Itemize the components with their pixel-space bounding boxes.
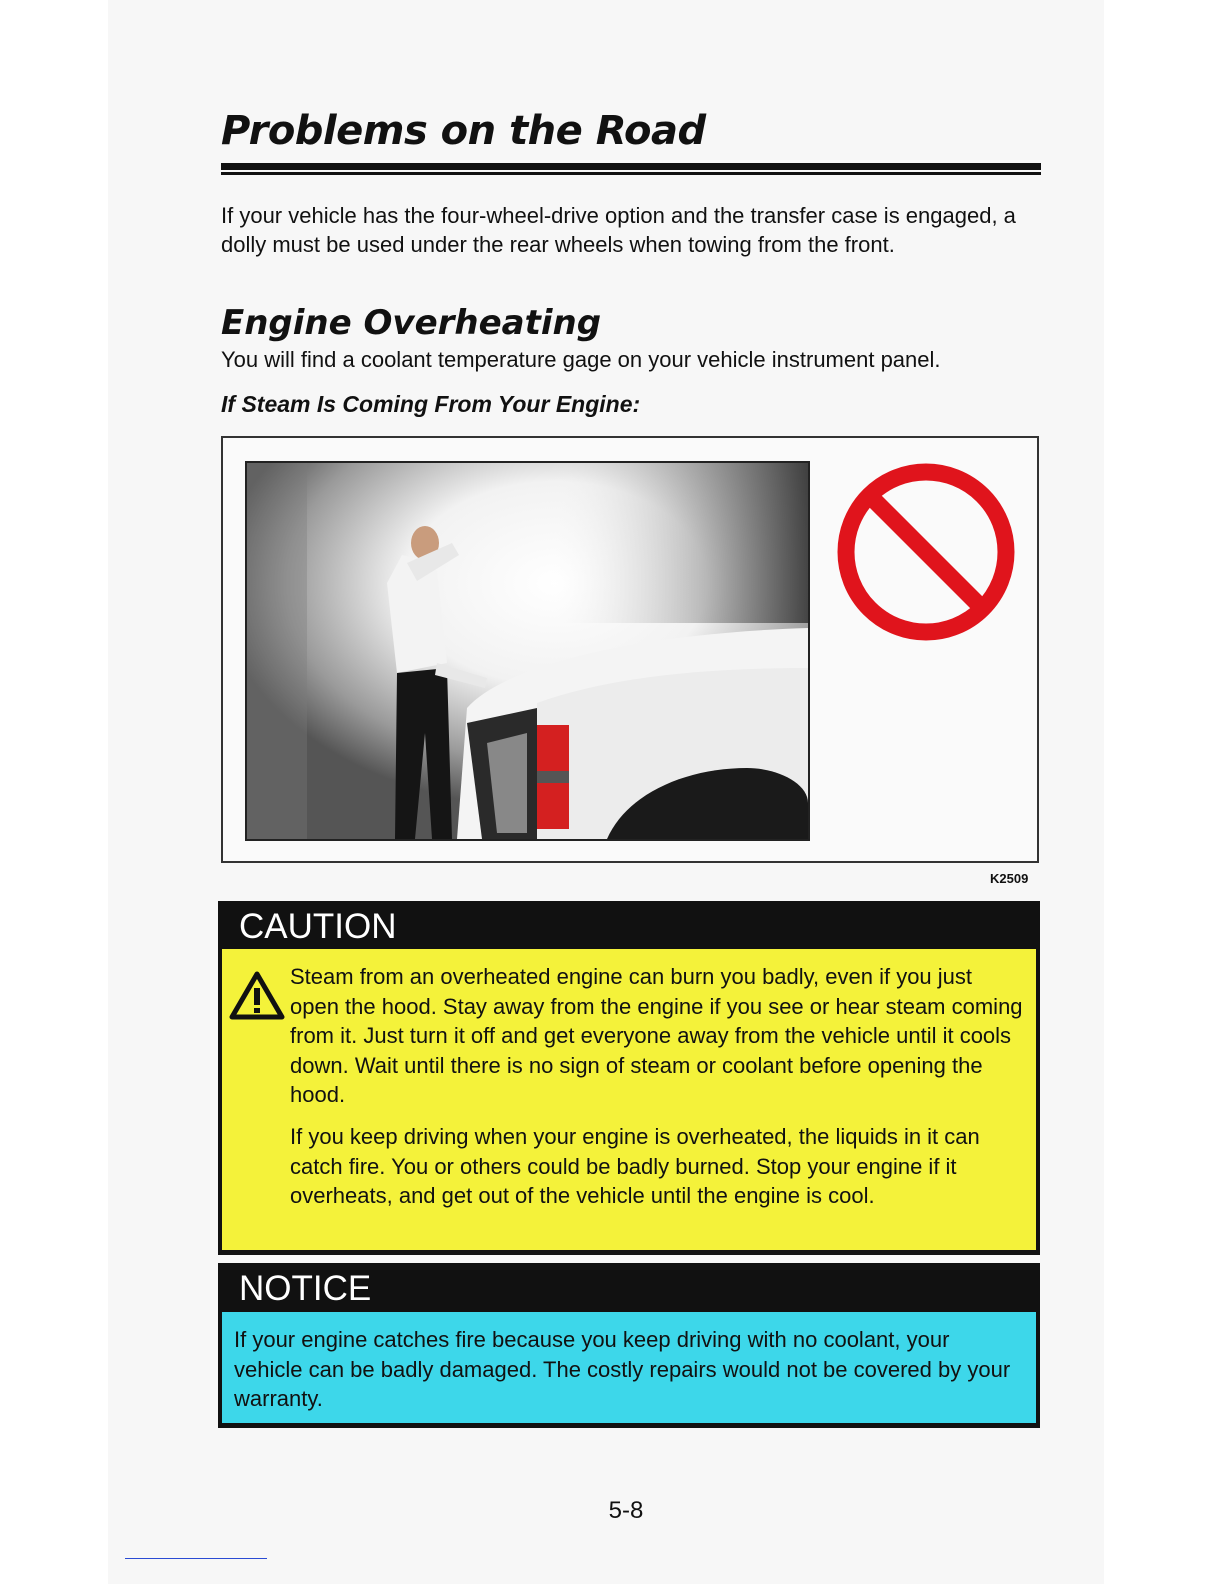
caution-paragraph: If you keep driving when your engine is overheated, the liquids in it can catch fire. You or others could be badly burned. Stop your engine if it overheats, and get out of the vehicle until the engine is cool. [290,1124,980,1208]
title-rule-thick [221,163,1041,170]
title-rule-thin [221,172,1041,175]
section-heading: Engine Overheating [221,303,602,343]
notice-content [222,1312,1036,1423]
warning-triangle-icon [229,971,285,1021]
caution-label: CAUTION [239,907,397,946]
caution-box [218,901,1040,1255]
notice-label: NOTICE [239,1269,372,1308]
caution-paragraph: Steam from an overheated engine can burn you badly, even if you just open the hood. Stay away from the engine if you see or hear steam coming from it. Just turn it off and get everyone away from the vehicle until it cools down. Wait until there is no sign of steam or coolant before opening the hood. [290,964,1023,1107]
notice-box [218,1263,1040,1428]
page-title: Problems on the Road [221,108,706,154]
prohibition-sign-icon [833,459,1019,645]
person-steaming-engine-photo [245,461,810,841]
photo-illustration [247,463,808,839]
figure-id: K2509 [990,871,1029,886]
page-number: 5-8 [608,1497,644,1524]
section-subheading: If Steam Is Coming From Your Engine: [221,391,641,417]
section-text: You will find a coolant temperature gage on your vehicle instrument panel. [221,347,941,372]
notice-text: If your engine catches fire because you keep driving with no coolant, your vehicle can be badly damaged. The costly repairs would not be covered by your warranty. [234,1327,1011,1411]
footer-line [125,1558,267,1559]
caution-content [222,949,1036,1250]
intro-paragraph: If your vehicle has the four-wheel-drive option and the transfer case is engaged, a dolly must be used under the rear wheels when towing from the front. [221,203,1016,257]
